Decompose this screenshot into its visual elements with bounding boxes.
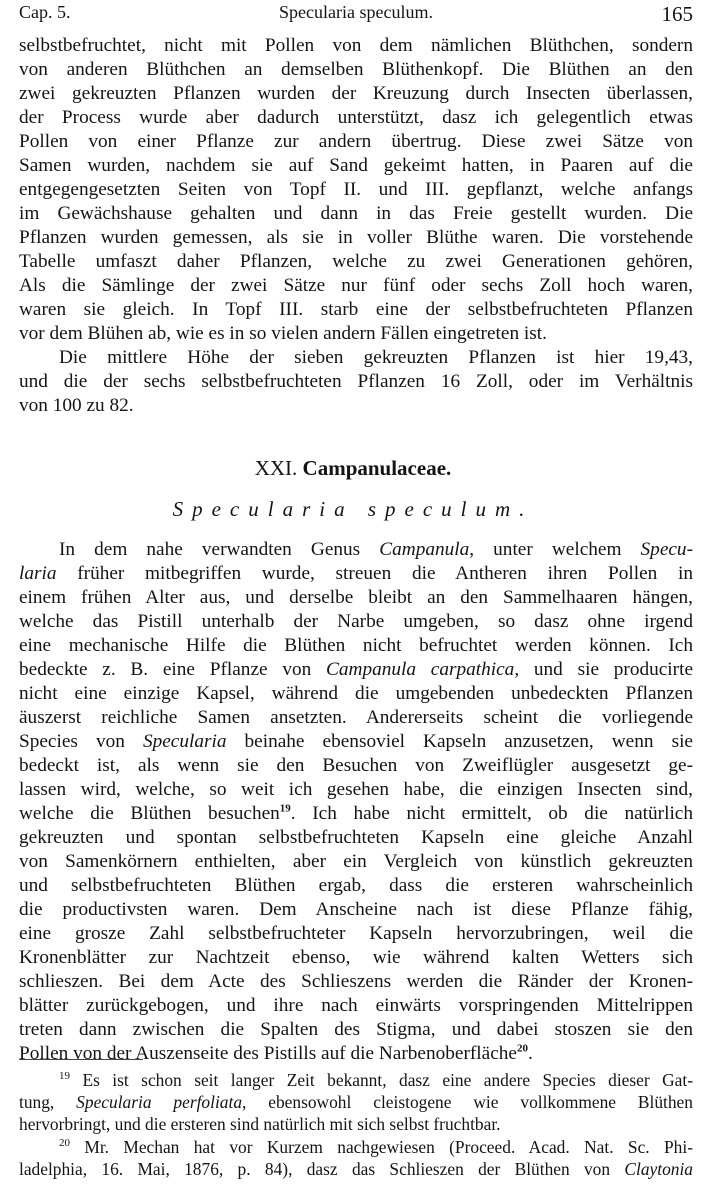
text-line: eine grosze Zahl selbstbefruchteter Kapseln hervorzubringen, weil die <box>19 923 693 944</box>
text-line: laria früher mitbegriffen wurde, streuen die Antheren ihren Pollen in <box>19 563 693 584</box>
text-line: bedeckte z. B. eine Pflanze von Campanula carpathica, und sie producirte <box>19 659 694 680</box>
text-line: Pollen von einer Pflanze zur andern übertrug. Diese zwei Sätze von <box>19 131 693 152</box>
paragraph-continuation <box>19 34 693 346</box>
text-line: von Samenkörnern enthielten, aber ein Vergleich von künstlich gekreuzten <box>19 851 693 872</box>
text-line: und die der sechs selbstbefruchteten Pflanzen 16 Zoll, oder im Verhältnis <box>19 371 693 392</box>
text-line: hervorbringt, und die ersteren sind natürlich mit sich selbst fruchtbar. <box>19 1114 501 1134</box>
text-line: $^{20}$ Mr. Mechan hat vor Kurzem nachgewiesen (Proceed. Acad. Nat. Sc. Phi- <box>59 1137 693 1157</box>
running-title: Specularia speculum. <box>279 2 433 22</box>
text-line: Pflanzen wurden gemessen, als sie in voller Blüthe waren. Die vorstehende <box>19 227 693 248</box>
footnote-rule <box>19 1059 143 1060</box>
section-title: Campanulaceae. <box>302 456 452 480</box>
species-heading: Specularia speculum. <box>172 497 534 521</box>
text-line: der Process wurde aber dadurch unterstützt, dasz ich gelegentlich etwas <box>19 107 693 128</box>
paragraph-specularia <box>19 538 693 1066</box>
text-line: Als die Sämlinge der zwei Sätze nur fünf oder sechs Zoll hoch waren, <box>19 275 693 296</box>
text-line: blätter zurückgebogen, und ihre nach einwärts vorspringenden Mittelrippen <box>19 995 693 1016</box>
text-line: Kronenblätter zur Nachtzeit ebenso, wie während kalten Wetters sich <box>19 947 693 968</box>
text-line: ladelphia, 16. Mai, 1876, p. 84), dasz das Schlieszen der Blüthen von Claytonia <box>19 1159 693 1179</box>
text-line: entgegengesetzten Seiten von Topf II. und III. gepflanzt, welche anfangs <box>19 179 693 200</box>
text-line: von anderen Blüthchen an demselben Blüthenkopf. Die Blüthen an den <box>19 59 693 80</box>
text-line: lassen wird, welche, so weit ich gesehen habe, die einzigen Insecten sind, <box>19 779 693 800</box>
text-line: $^{19}$ Es ist schon seit langer Zeit bekannt, dasz eine andere Species dieser Gat- <box>59 1070 693 1090</box>
text-line: von 100 zu 82. <box>19 395 134 416</box>
text-line: nicht eine einzige Kapsel, während die umgebenden unbedeckten Pflanzen <box>19 683 693 704</box>
text-line: eine mechanische Hilfe die Blüthen nicht befruchtet werden können. Ich <box>19 635 693 656</box>
text-line: vor dem Blühen ab, wie es in so vielen andern Fällen eingetreten ist. <box>19 323 547 344</box>
section-heading <box>0 456 706 481</box>
text-line: die productivsten waren. Dem Anscheine nach ist diese Pflanze fähig, <box>19 899 693 920</box>
text-line: gekreuzten und spontan selbstbefruchteten Kapseln eine gleiche Anzahl <box>19 827 693 848</box>
text-line: In dem nahe verwandten Genus Campanula, unter welchem Specu- <box>59 539 693 560</box>
text-line: welche die Blüthen besuchen$^{19}$. Ich habe nicht ermittelt, ob die natürlich <box>19 802 694 824</box>
text-line: und selbstbefruchteten Blüthen ergab, dass die ersteren wahrscheinlich <box>19 875 693 896</box>
text-line: schlieszen. Bei dem Acte des Schlieszens werden die Ränder der Kronen- <box>19 971 693 992</box>
text-line: selbstbefruchtet, nicht mit Pollen von dem nämlichen Blüthchen, sondern <box>19 35 693 56</box>
text-line: äuszerst reichliche Samen ansetzten. Andererseits scheint die vorliegende <box>19 707 693 728</box>
chapter-label: Cap. 5. <box>19 2 71 22</box>
text-line: Pollen von der Auszenseite des Pistills auf die Narbenoberfläche$^{20}$. <box>19 1042 533 1064</box>
text-line: tung, Specularia perfoliata, ebensowohl cleistogene wie vollkommene Blüthen <box>19 1092 693 1112</box>
paragraph-mean-height <box>19 346 693 418</box>
footnote-20 <box>19 1136 693 1180</box>
text-line: zwei gekreuzten Pflanzen wurden der Kreuzung durch Insecten überlassen, <box>19 83 693 104</box>
footnote-ref-19: 19 <box>279 802 291 815</box>
text-line: Die mittlere Höhe der sieben gekreuzten Pflanzen ist hier 19,43, <box>59 347 693 368</box>
running-header <box>19 2 693 28</box>
text-line: Samen wurden, nachdem sie auf Sand gekeimt hatten, in Paaren auf die <box>19 155 693 176</box>
text-line: Species von Specularia beinahe ebensoviel Kapseln anzusetzen, wenn sie <box>19 731 693 752</box>
text-line: treten dann zwischen die Spalten des Stigma, und dabei stoszen sie den <box>19 1019 693 1040</box>
section-number: XXI. <box>254 456 298 480</box>
text-line: Tabelle umfaszt daher Pflanzen, welche zu zwei Generationen gehören, <box>19 251 693 272</box>
text-line: im Gewächshause gehalten und dann in das Freie gestellt wurden. Die <box>19 203 693 224</box>
text-line: waren sie gleich. In Topf III. starb eine der selbstbefruchteten Pflanzen <box>19 299 693 320</box>
page-number: 165 <box>661 2 693 26</box>
text-line: bedeckt ist, als wenn sie den Besuchen von Zweiflügler ausgesetzt ge- <box>19 755 693 776</box>
footnote-ref-20: 20 <box>516 1042 528 1055</box>
text-line: welche das Pistill unterhalb der Narbe umgeben, so dasz ohne irgend <box>19 611 693 632</box>
footnote-19 <box>19 1069 693 1135</box>
text-line: einem frühen Alter aus, und derselbe bleibt an den Sammelhaaren hängen, <box>19 587 693 608</box>
